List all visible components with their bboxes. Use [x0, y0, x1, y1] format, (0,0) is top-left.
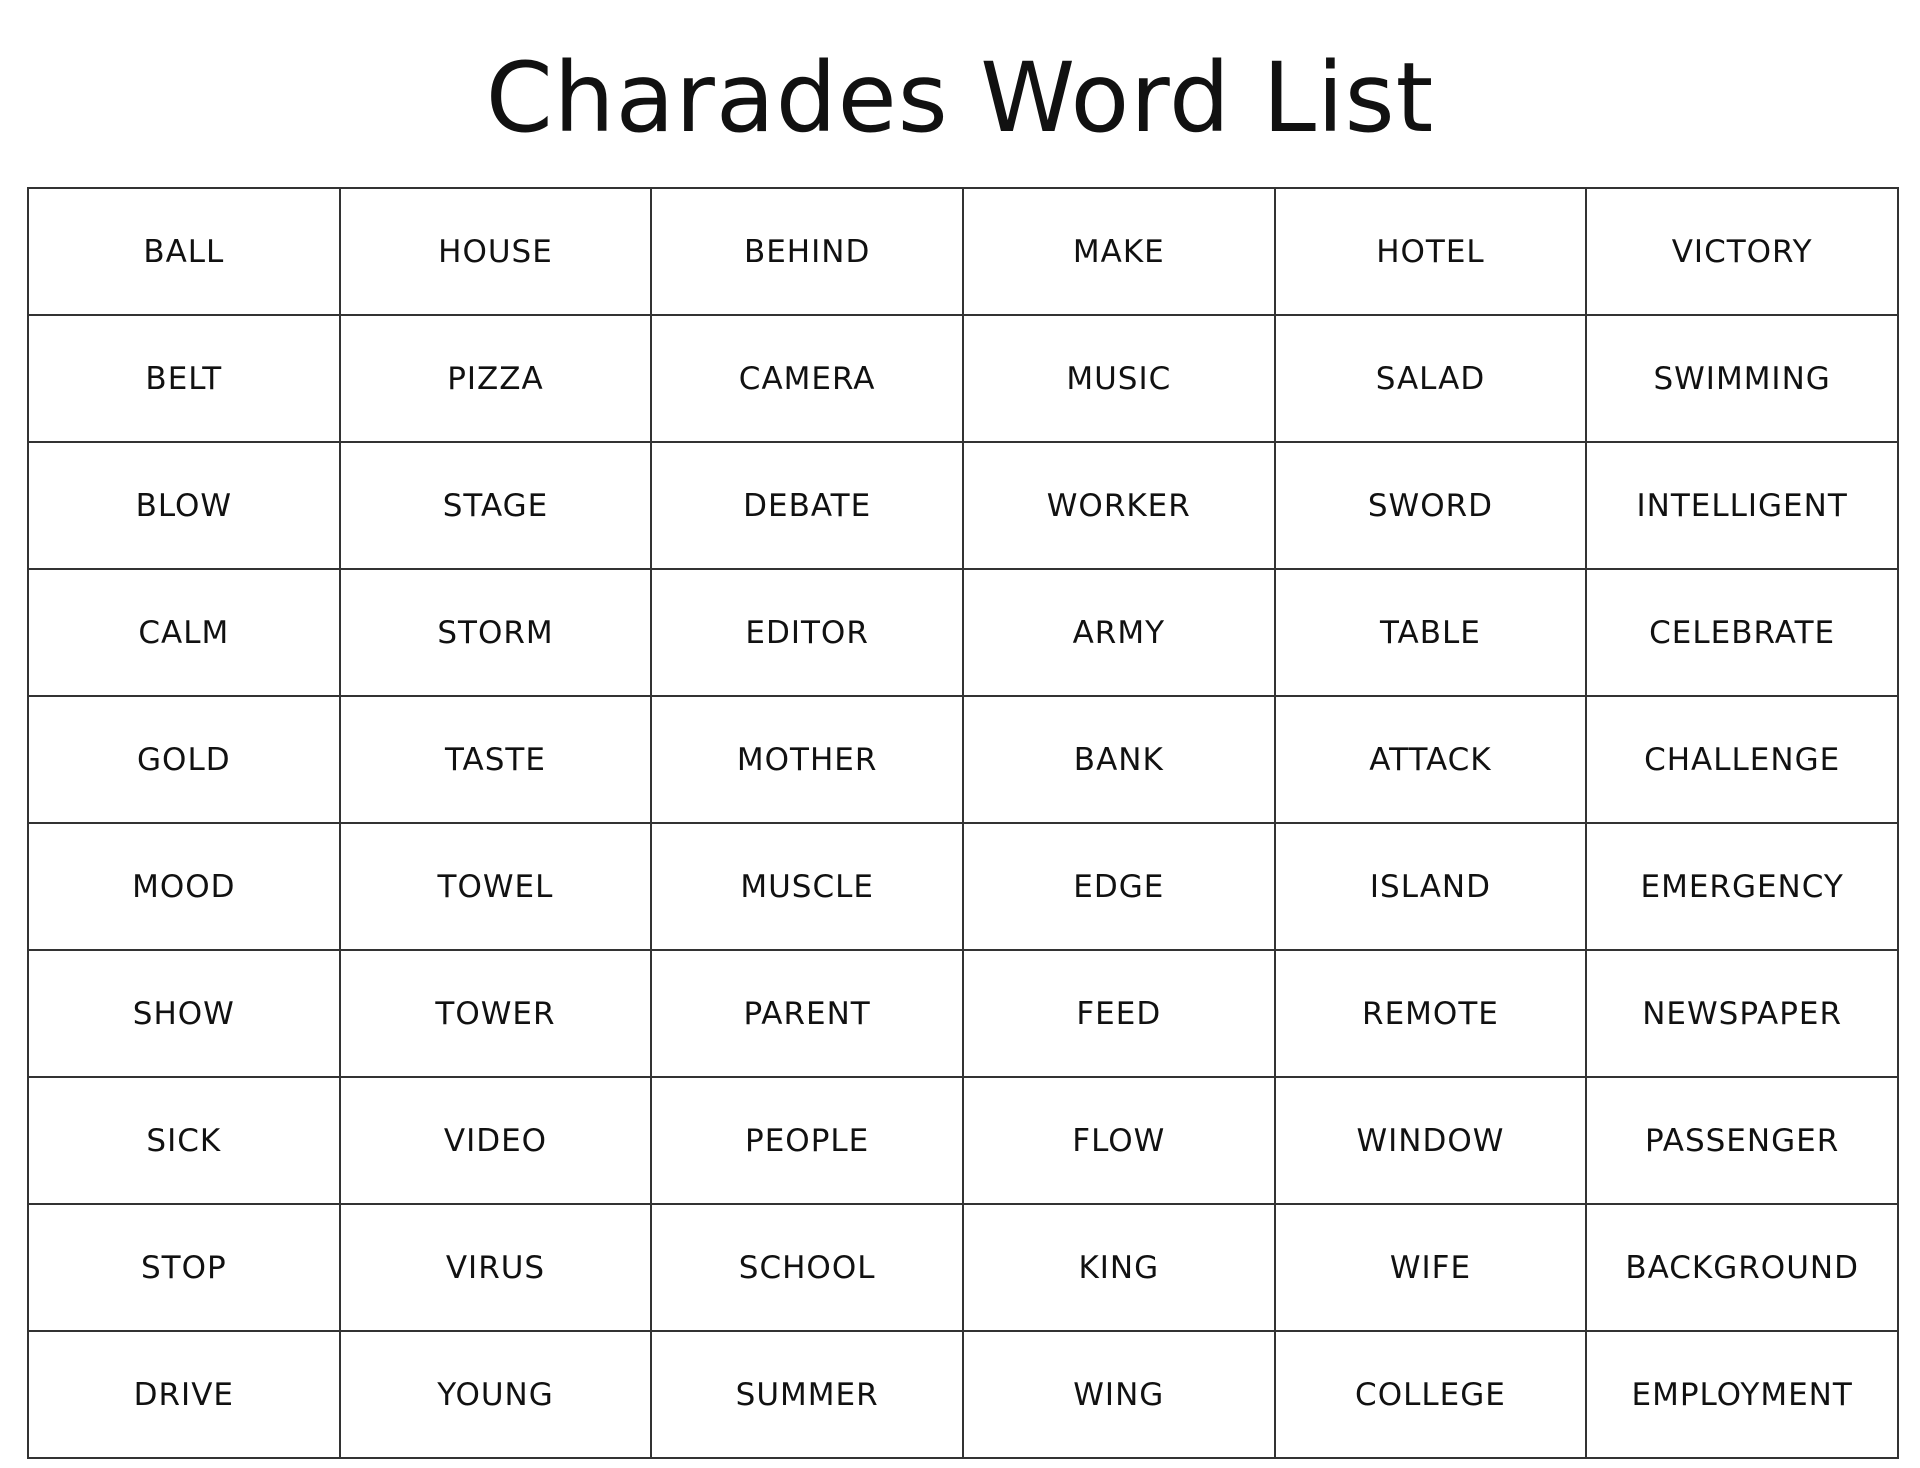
table-row	[28, 569, 1898, 696]
word-cell: BALL	[28, 188, 340, 315]
table-row	[28, 950, 1898, 1077]
word-cell: VIRUS	[340, 1204, 652, 1331]
word-cell: TOWER	[340, 950, 652, 1077]
word-cell: SCHOOL	[651, 1204, 963, 1331]
word-cell: PARENT	[651, 950, 963, 1077]
table-row	[28, 1331, 1898, 1458]
word-cell: SHOW	[28, 950, 340, 1077]
table-row	[28, 1204, 1898, 1331]
word-cell: WING	[963, 1331, 1275, 1458]
word-cell: EMERGENCY	[1586, 823, 1898, 950]
word-cell: SWIMMING	[1586, 315, 1898, 442]
word-cell: WINDOW	[1275, 1077, 1587, 1204]
word-cell: ISLAND	[1275, 823, 1587, 950]
table-row	[28, 823, 1898, 950]
word-cell: HOTEL	[1275, 188, 1587, 315]
word-cell: SALAD	[1275, 315, 1587, 442]
word-cell: TOWEL	[340, 823, 652, 950]
word-cell: CAMERA	[651, 315, 963, 442]
word-cell: TASTE	[340, 696, 652, 823]
word-cell: BEHIND	[651, 188, 963, 315]
word-cell: REMOTE	[1275, 950, 1587, 1077]
word-cell: PEOPLE	[651, 1077, 963, 1204]
word-cell: DRIVE	[28, 1331, 340, 1458]
word-cell: VICTORY	[1586, 188, 1898, 315]
word-cell: SWORD	[1275, 442, 1587, 569]
word-cell: EMPLOYMENT	[1586, 1331, 1898, 1458]
word-cell: EDGE	[963, 823, 1275, 950]
word-cell: STAGE	[340, 442, 652, 569]
word-cell: CHALLENGE	[1586, 696, 1898, 823]
word-cell: KING	[963, 1204, 1275, 1331]
word-cell: COLLEGE	[1275, 1331, 1587, 1458]
word-cell: MAKE	[963, 188, 1275, 315]
word-cell: FEED	[963, 950, 1275, 1077]
word-cell: MOTHER	[651, 696, 963, 823]
word-cell: EDITOR	[651, 569, 963, 696]
word-cell: PASSENGER	[1586, 1077, 1898, 1204]
table-row	[28, 315, 1898, 442]
word-cell: FLOW	[963, 1077, 1275, 1204]
word-grid	[27, 187, 1899, 1459]
word-cell: ARMY	[963, 569, 1275, 696]
word-cell: MOOD	[28, 823, 340, 950]
word-cell: MUSIC	[963, 315, 1275, 442]
word-cell: INTELLIGENT	[1586, 442, 1898, 569]
word-cell: BACKGROUND	[1586, 1204, 1898, 1331]
table-row	[28, 696, 1898, 823]
word-cell: ATTACK	[1275, 696, 1587, 823]
word-cell: VIDEO	[340, 1077, 652, 1204]
table-row	[28, 442, 1898, 569]
word-cell: NEWSPAPER	[1586, 950, 1898, 1077]
word-cell: CALM	[28, 569, 340, 696]
word-cell: GOLD	[28, 696, 340, 823]
word-cell: WIFE	[1275, 1204, 1587, 1331]
table-row	[28, 188, 1898, 315]
word-cell: MUSCLE	[651, 823, 963, 950]
word-cell: BLOW	[28, 442, 340, 569]
word-cell: HOUSE	[340, 188, 652, 315]
word-cell: TABLE	[1275, 569, 1587, 696]
word-cell: STORM	[340, 569, 652, 696]
word-cell: BELT	[28, 315, 340, 442]
word-cell: PIZZA	[340, 315, 652, 442]
table-row	[28, 1077, 1898, 1204]
word-cell: SUMMER	[651, 1331, 963, 1458]
word-cell: STOP	[28, 1204, 340, 1331]
word-cell: WORKER	[963, 442, 1275, 569]
word-cell: BANK	[963, 696, 1275, 823]
word-cell: SICK	[28, 1077, 340, 1204]
word-cell: YOUNG	[340, 1331, 652, 1458]
page-title: Charades Word List	[485, 42, 1435, 154]
word-cell: CELEBRATE	[1586, 569, 1898, 696]
word-cell: DEBATE	[651, 442, 963, 569]
